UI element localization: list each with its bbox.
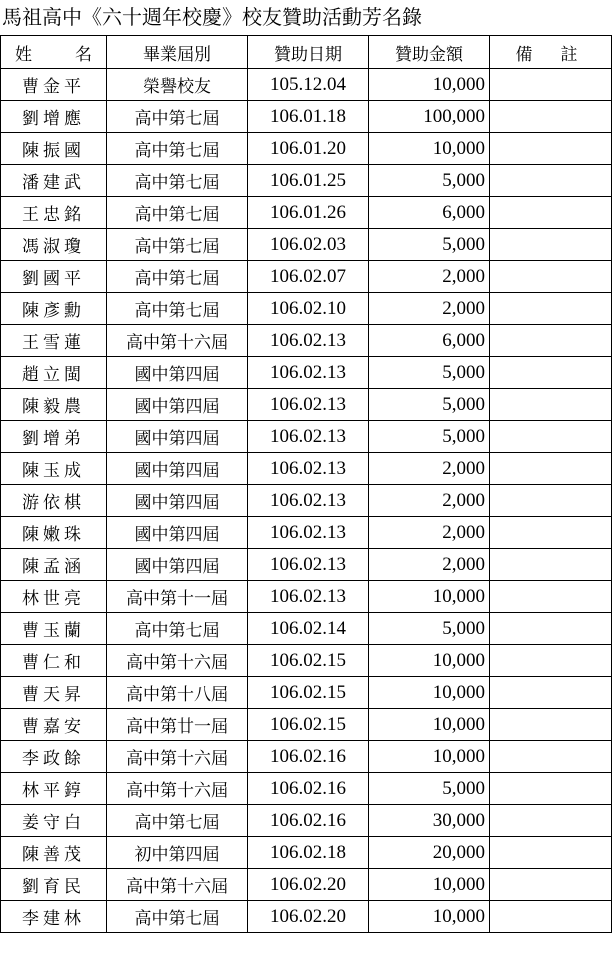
- donor-name-cell: 李政餘: [1, 741, 107, 773]
- donation-date-cell: 106.01.25: [248, 165, 369, 197]
- graduation-class-cell: 國中第四屆: [107, 549, 248, 581]
- donation-date-cell: 106.02.15: [248, 709, 369, 741]
- graduation-class-cell: 高中第七屆: [107, 613, 248, 645]
- table-row: [1, 613, 612, 645]
- table-row: [1, 357, 612, 389]
- donation-amount-cell: 10,000: [369, 645, 490, 677]
- donor-table: [0, 35, 612, 933]
- note-cell: [490, 357, 612, 389]
- table-header-row: [1, 36, 612, 69]
- donation-amount-cell: 2,000: [369, 517, 490, 549]
- donation-date-cell: 106.02.03: [248, 229, 369, 261]
- header-note: 備註: [490, 36, 612, 69]
- donation-date-cell: 106.02.13: [248, 453, 369, 485]
- donation-date-cell: 106.01.18: [248, 101, 369, 133]
- donation-amount-cell: 30,000: [369, 805, 490, 837]
- donation-amount-cell: 6,000: [369, 325, 490, 357]
- donation-date-cell: 106.01.26: [248, 197, 369, 229]
- graduation-class-cell: 高中第十六屆: [107, 869, 248, 901]
- table-row: [1, 645, 612, 677]
- donor-name-cell: 陳玉成: [1, 453, 107, 485]
- donation-amount-cell: 10,000: [369, 709, 490, 741]
- graduation-class-cell: 高中第七屆: [107, 805, 248, 837]
- table-row: [1, 197, 612, 229]
- graduation-class-cell: 高中第十六屆: [107, 773, 248, 805]
- graduation-class-cell: 高中第七屆: [107, 229, 248, 261]
- donation-date-cell: 106.02.15: [248, 677, 369, 709]
- donor-name-cell: 陳嫩珠: [1, 517, 107, 549]
- graduation-class-cell: 高中第七屆: [107, 101, 248, 133]
- donor-name-cell: 潘建武: [1, 165, 107, 197]
- donation-date-cell: 106.02.13: [248, 421, 369, 453]
- donor-name-cell: 劉國平: [1, 261, 107, 293]
- donation-date-cell: 106.01.20: [248, 133, 369, 165]
- donation-date-cell: 106.02.13: [248, 485, 369, 517]
- donor-name-cell: 陳孟涵: [1, 549, 107, 581]
- note-cell: [490, 581, 612, 613]
- donation-amount-cell: 2,000: [369, 261, 490, 293]
- table-row: [1, 485, 612, 517]
- graduation-class-cell: 高中第七屆: [107, 133, 248, 165]
- donor-name-cell: 曹天昇: [1, 677, 107, 709]
- note-cell: [490, 325, 612, 357]
- note-cell: [490, 421, 612, 453]
- graduation-class-cell: 高中第七屆: [107, 165, 248, 197]
- donation-amount-cell: 5,000: [369, 773, 490, 805]
- graduation-class-cell: 國中第四屆: [107, 421, 248, 453]
- table-row: [1, 421, 612, 453]
- donation-amount-cell: 5,000: [369, 229, 490, 261]
- note-cell: [490, 773, 612, 805]
- donor-name-cell: 曹玉蘭: [1, 613, 107, 645]
- donation-amount-cell: 2,000: [369, 549, 490, 581]
- note-cell: [490, 261, 612, 293]
- donation-amount-cell: 10,000: [369, 677, 490, 709]
- table-row: [1, 773, 612, 805]
- note-cell: [490, 101, 612, 133]
- table-row: [1, 805, 612, 837]
- graduation-class-cell: 高中第七屆: [107, 901, 248, 933]
- graduation-class-cell: 高中第十一屆: [107, 581, 248, 613]
- donation-date-cell: 106.02.14: [248, 613, 369, 645]
- donation-amount-cell: 5,000: [369, 357, 490, 389]
- note-cell: [490, 901, 612, 933]
- graduation-class-cell: 高中第廿一屆: [107, 709, 248, 741]
- note-cell: [490, 645, 612, 677]
- donor-name-cell: 曹仁和: [1, 645, 107, 677]
- note-cell: [490, 613, 612, 645]
- graduation-class-cell: 高中第七屆: [107, 293, 248, 325]
- note-cell: [490, 869, 612, 901]
- donation-date-cell: 106.02.16: [248, 805, 369, 837]
- donation-date-cell: 106.02.20: [248, 901, 369, 933]
- graduation-class-cell: 國中第四屆: [107, 517, 248, 549]
- donor-name-cell: 劉增弟: [1, 421, 107, 453]
- donation-amount-cell: 10,000: [369, 741, 490, 773]
- donor-name-cell: 馮淑瓊: [1, 229, 107, 261]
- donation-amount-cell: 5,000: [369, 165, 490, 197]
- donor-name-cell: 王雪蓮: [1, 325, 107, 357]
- table-row: [1, 325, 612, 357]
- donation-amount-cell: 20,000: [369, 837, 490, 869]
- donation-amount-cell: 2,000: [369, 485, 490, 517]
- donor-name-cell: 林世亮: [1, 581, 107, 613]
- graduation-class-cell: 高中第十八屆: [107, 677, 248, 709]
- graduation-class-cell: 國中第四屆: [107, 485, 248, 517]
- note-cell: [490, 741, 612, 773]
- graduation-class-cell: 高中第十六屆: [107, 325, 248, 357]
- graduation-class-cell: 初中第四屆: [107, 837, 248, 869]
- donation-date-cell: 106.02.10: [248, 293, 369, 325]
- note-cell: [490, 837, 612, 869]
- donation-amount-cell: 10,000: [369, 581, 490, 613]
- donor-name-cell: 陳彥勳: [1, 293, 107, 325]
- donor-name-cell: 李建林: [1, 901, 107, 933]
- note-cell: [490, 229, 612, 261]
- donation-amount-cell: 100,000: [369, 101, 490, 133]
- donor-name-cell: 劉增應: [1, 101, 107, 133]
- donation-amount-cell: 2,000: [369, 453, 490, 485]
- graduation-class-cell: 高中第七屆: [107, 197, 248, 229]
- header-class: 畢業屆別: [107, 36, 248, 69]
- donation-amount-cell: 5,000: [369, 613, 490, 645]
- donor-name-cell: 姜守白: [1, 805, 107, 837]
- table-row: [1, 165, 612, 197]
- donation-date-cell: 105.12.04: [248, 69, 369, 101]
- donation-amount-cell: 2,000: [369, 293, 490, 325]
- donation-date-cell: 106.02.13: [248, 325, 369, 357]
- table-row: [1, 293, 612, 325]
- table-row: [1, 389, 612, 421]
- note-cell: [490, 549, 612, 581]
- donor-name-cell: 趙立閩: [1, 357, 107, 389]
- table-row: [1, 677, 612, 709]
- graduation-class-cell: 高中第十六屆: [107, 741, 248, 773]
- donation-date-cell: 106.02.18: [248, 837, 369, 869]
- donor-name-cell: 曹金平: [1, 69, 107, 101]
- table-row: [1, 869, 612, 901]
- note-cell: [490, 293, 612, 325]
- note-cell: [490, 389, 612, 421]
- donation-date-cell: 106.02.16: [248, 741, 369, 773]
- note-cell: [490, 165, 612, 197]
- donation-amount-cell: 10,000: [369, 69, 490, 101]
- table-row: [1, 101, 612, 133]
- document-title: 馬祖高中《六十週年校慶》校友贊助活動芳名錄: [2, 5, 422, 29]
- donation-date-cell: 106.02.13: [248, 549, 369, 581]
- donation-amount-cell: 5,000: [369, 389, 490, 421]
- donation-amount-cell: 10,000: [369, 901, 490, 933]
- donor-name-cell: 陳善茂: [1, 837, 107, 869]
- header-date: 贊助日期: [248, 36, 369, 69]
- note-cell: [490, 805, 612, 837]
- donation-date-cell: 106.02.07: [248, 261, 369, 293]
- donor-name-cell: 陳毅農: [1, 389, 107, 421]
- table-row: [1, 261, 612, 293]
- donation-date-cell: 106.02.16: [248, 773, 369, 805]
- table-row: [1, 517, 612, 549]
- graduation-class-cell: 國中第四屆: [107, 357, 248, 389]
- note-cell: [490, 677, 612, 709]
- table-row: [1, 453, 612, 485]
- donation-amount-cell: 10,000: [369, 133, 490, 165]
- donation-date-cell: 106.02.13: [248, 517, 369, 549]
- table-row: [1, 69, 612, 101]
- note-cell: [490, 709, 612, 741]
- donor-name-cell: 劉育民: [1, 869, 107, 901]
- graduation-class-cell: 國中第四屆: [107, 389, 248, 421]
- donation-date-cell: 106.02.13: [248, 389, 369, 421]
- graduation-class-cell: 高中第十六屆: [107, 645, 248, 677]
- graduation-class-cell: 高中第七屆: [107, 261, 248, 293]
- donation-amount-cell: 5,000: [369, 421, 490, 453]
- table-row: [1, 709, 612, 741]
- note-cell: [490, 485, 612, 517]
- table-row: [1, 837, 612, 869]
- table-row: [1, 901, 612, 933]
- header-name: 姓 名: [1, 36, 107, 69]
- donor-name-cell: 陳振國: [1, 133, 107, 165]
- table-row: [1, 581, 612, 613]
- note-cell: [490, 133, 612, 165]
- donation-date-cell: 106.02.13: [248, 581, 369, 613]
- donor-name-cell: 林平錞: [1, 773, 107, 805]
- table-row: [1, 549, 612, 581]
- donation-amount-cell: 10,000: [369, 869, 490, 901]
- note-cell: [490, 69, 612, 101]
- donation-date-cell: 106.02.20: [248, 869, 369, 901]
- note-cell: [490, 197, 612, 229]
- donor-name-cell: 曹嘉安: [1, 709, 107, 741]
- donor-name-cell: 王忠銘: [1, 197, 107, 229]
- table-row: [1, 133, 612, 165]
- header-amount: 贊助金額: [369, 36, 490, 69]
- donor-name-cell: 游依棋: [1, 485, 107, 517]
- donation-date-cell: 106.02.15: [248, 645, 369, 677]
- graduation-class-cell: 國中第四屆: [107, 453, 248, 485]
- donation-amount-cell: 6,000: [369, 197, 490, 229]
- table-row: [1, 229, 612, 261]
- note-cell: [490, 517, 612, 549]
- note-cell: [490, 453, 612, 485]
- donation-date-cell: 106.02.13: [248, 357, 369, 389]
- table-row: [1, 741, 612, 773]
- graduation-class-cell: 榮譽校友: [107, 69, 248, 101]
